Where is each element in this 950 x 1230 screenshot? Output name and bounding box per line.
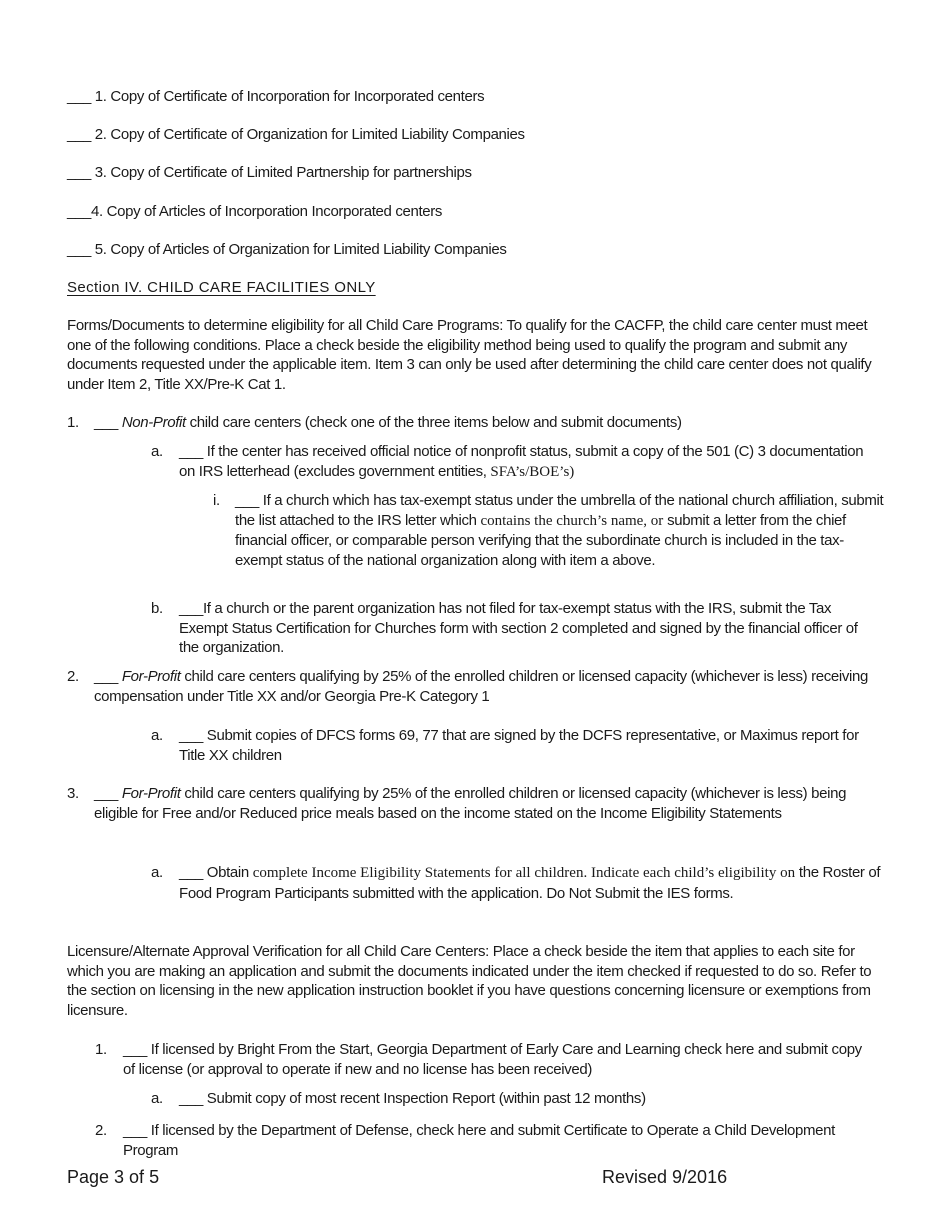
section-title: Section IV. CHILD CARE FACILITIES ONLY [67, 279, 376, 296]
item1a-label: a. [151, 443, 163, 460]
item1ai-body-1: ___ If a church which has tax-exempt status under the umbrella of the national church affiliation, submit the list attached to the IRS letter which [235, 492, 884, 529]
item3a-text [179, 863, 887, 903]
item1-body: child care centers (check one of the three items below and submit documents) [185, 414, 682, 431]
item2-text [94, 667, 869, 706]
lic1a-text: ___ Submit copy of most recent Inspection Report (within past 12 months) [179, 1090, 646, 1107]
item1a-text [179, 442, 879, 482]
doc-item-2: ___ 2. Copy of Certificate of Organization for Limited Liability Companies [67, 126, 525, 143]
item1ai-body-2: submit a letter from the chief financial officer, or comparable person verifying that the subordinate church is included in the tax-exempt status of the national organization along with item a above. [235, 511, 846, 569]
item3-body: child care centers qualifying by 25% of the enrolled children or licensed capacity (whichever is less) being eligible for Free and/or Reduced price meals based on the income stated on the Income Eligibility Statements [94, 785, 847, 822]
item3a-serif: complete Income Eligibility Statements for all children. Indicate each child’s eligibility on [252, 865, 796, 881]
licensure-intro: Licensure/Alternate Approval Verification for all Child Care Centers: Place a check beside the item that applies to each site for which you are making an application and submit the documents indicated under the item checked if requested to do so. Refer to the section on licensing in the new application instruction booklet if you have questions concerning licensure or exemptions from licensure. [67, 943, 872, 1019]
lic1-text: ___ If licensed by Bright From the Start, Georgia Department of Early Care and Learning check here and submit copy of license (or approval to operate if new and no license has been received) [123, 1041, 862, 1078]
item1ai-text [235, 491, 885, 570]
forms-intro: Forms/Documents to determine eligibility for all Child Care Programs: To qualify for the CACFP, the child care center must meet one of the following conditions. Place a check beside the eligibility method being used to qualify the program and submit any documents requested under the applicable item. Item 3 can only be used after determining the child care center does not qualify under Item 2, Title XX/Pre-K Cat 1. [67, 317, 872, 393]
footer-revised-date: Revised 9/2016 [602, 1167, 728, 1187]
item2-blank: ___ [94, 668, 118, 685]
item2-number: 2. [67, 668, 79, 685]
item1a-serif: SFA’s/BOE’s) [490, 463, 575, 480]
item3-number: 3. [67, 785, 79, 802]
doc-item-3: ___ 3. Copy of Certificate of Limited Partnership for partnerships [67, 164, 472, 181]
item1-number: 1. [67, 414, 79, 431]
item1ai-serif: contains the church’s name, or [480, 512, 664, 529]
item1-blank: ___ [94, 414, 118, 431]
lic2-text: ___ If licensed by the Department of Defense, check here and submit Certificate to Operate a Child Development Program [123, 1122, 835, 1159]
lic2-number: 2. [95, 1122, 107, 1139]
footer-page-number: Page 3 of 5 [67, 1167, 160, 1187]
item1ai-label: i. [213, 492, 220, 509]
item2-body: child care centers qualifying by 25% of the enrolled children or licensed capacity (whichever is less) receiving compensation under Title XX and/or Georgia Pre-K Category 1 [94, 668, 869, 705]
lic1-number: 1. [95, 1041, 107, 1058]
doc-item-4: ___4. Copy of Articles of Incorporation Incorporated centers [67, 203, 443, 220]
item1b-label: b. [151, 600, 163, 617]
doc-item-1: ___ 1. Copy of Certificate of Incorporation for Incorporated centers [67, 88, 485, 105]
item1b-text: ___If a church or the parent organization has not filed for tax-exempt status with the IRS, submit the Tax Exempt Status Certification for Churches form with section 2 completed and signed by the financial officer of the organization. [179, 600, 858, 656]
item1a-body: ___ If the center has received official notice of nonprofit status, submit a copy of the 501 (C) 3 documentation on IRS letterhead (excludes government entities, [179, 443, 864, 480]
item3-emphasis: For-Profit [121, 785, 181, 802]
item3a-label: a. [151, 864, 163, 881]
item2a-label: a. [151, 727, 163, 744]
item3a-body-1: ___ Obtain [179, 864, 253, 881]
item3a-body-2: the Roster of Food Program Participants submitted with the application. Do Not Submit the IES forms. [179, 864, 881, 902]
item3-blank: ___ [94, 785, 118, 802]
item2a-text: ___ Submit copies of DFCS forms 69, 77 that are signed by the DCFS representative, or Maximus report for Title XX children [179, 727, 859, 764]
item2-emphasis: For-Profit [121, 668, 181, 685]
item3-text [94, 784, 869, 823]
item1-emphasis: Non-Profit [121, 414, 186, 431]
lic1a-label: a. [151, 1090, 163, 1107]
doc-item-5: ___ 5. Copy of Articles of Organization for Limited Liability Companies [67, 241, 507, 258]
item1-text [94, 413, 682, 433]
